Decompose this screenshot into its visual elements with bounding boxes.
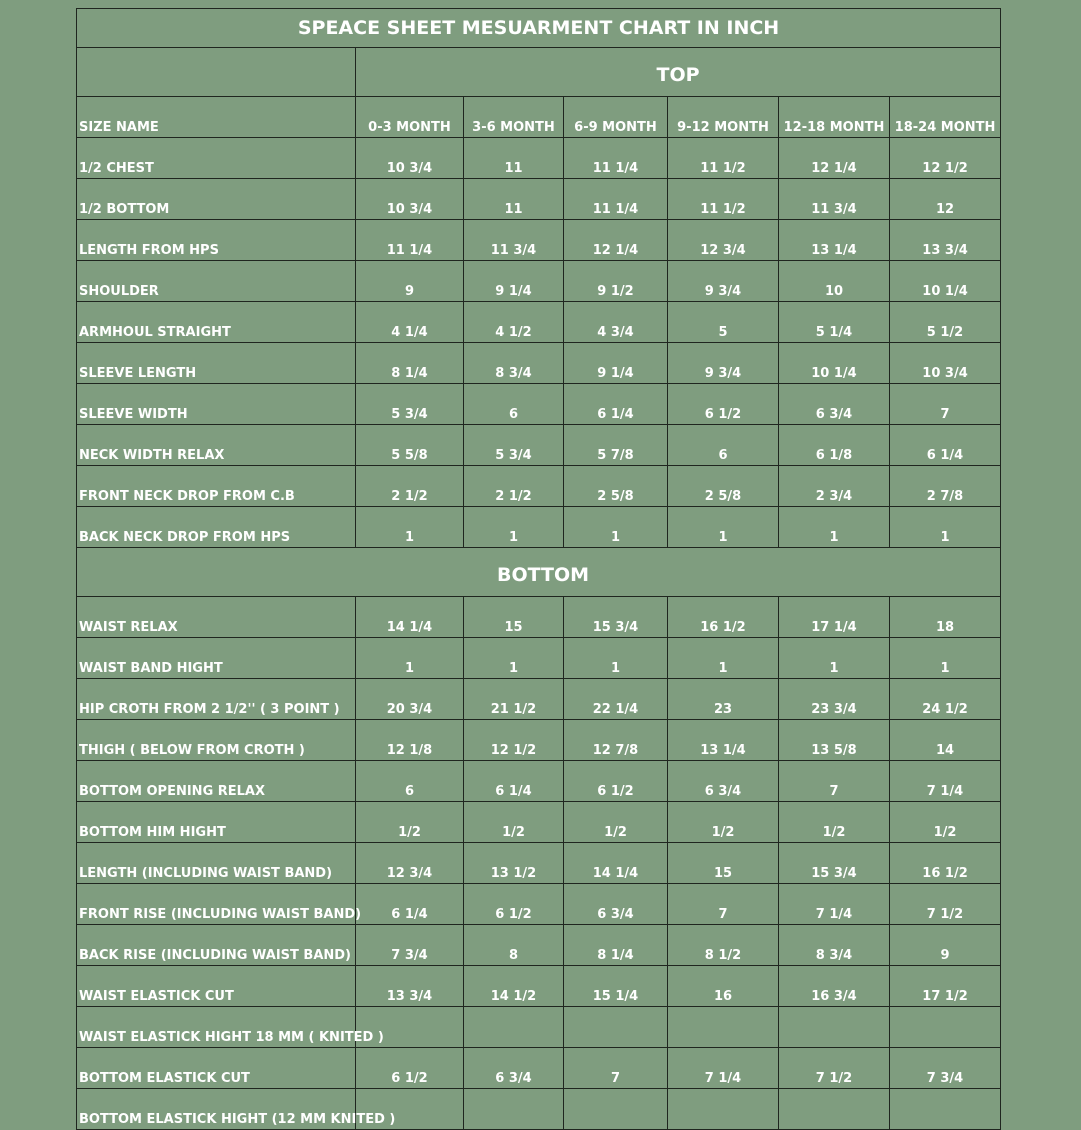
measurement-row: [77, 884, 1001, 925]
measurement-value: 5: [668, 302, 779, 343]
measurement-row: [77, 1048, 1001, 1089]
size-column-header: 18-24 MONTH: [890, 97, 1001, 138]
measurement-value: 12 1/4: [779, 138, 890, 179]
measurement-value: 7: [668, 884, 779, 925]
measurement-row: [77, 597, 1001, 638]
measurement-value: 7: [890, 384, 1001, 425]
measurement-value: 1: [890, 638, 1001, 679]
measurement-value: 17 1/4: [779, 597, 890, 638]
measurement-value: 12 7/8: [564, 720, 668, 761]
measurement-value: 10 3/4: [890, 343, 1001, 384]
measurement-value: 6: [668, 425, 779, 466]
measurement-value: 1/2: [356, 802, 464, 843]
size-name-header: SIZE NAME: [77, 97, 356, 138]
measurement-value: 23: [668, 679, 779, 720]
measurement-value: 5 1/4: [779, 302, 890, 343]
measurement-row: [77, 638, 1001, 679]
measurement-label: BOTTOM HIM HIGHT: [77, 802, 356, 843]
measurement-value: 7 1/4: [890, 761, 1001, 802]
measurement-value: 12 1/2: [464, 720, 564, 761]
measurement-value: 10 3/4: [356, 179, 464, 220]
measurement-row: [77, 1089, 1001, 1130]
measurement-row: [77, 179, 1001, 220]
size-header-row: [77, 97, 1001, 138]
measurement-value: 20 3/4: [356, 679, 464, 720]
measurement-value: 11: [464, 138, 564, 179]
size-column-header: 12-18 MONTH: [779, 97, 890, 138]
measurement-value: 1: [464, 507, 564, 548]
sheet-title: SPEACE SHEET MESUARMENT CHART IN INCH: [77, 9, 1001, 48]
measurement-label: FRONT RISE (INCLUDING WAIST BAND): [77, 884, 356, 925]
measurement-value: 15: [464, 597, 564, 638]
measurement-value: 4 1/4: [356, 302, 464, 343]
measurement-value: 15 3/4: [564, 597, 668, 638]
measurement-row: [77, 220, 1001, 261]
measurement-label: SLEEVE LENGTH: [77, 343, 356, 384]
measurement-row: [77, 261, 1001, 302]
size-column-header: 3-6 MONTH: [464, 97, 564, 138]
measurement-label: THIGH ( BELOW FROM CROTH ): [77, 720, 356, 761]
measurement-value: 11 3/4: [464, 220, 564, 261]
measurement-value: 6 1/4: [356, 884, 464, 925]
measurement-value: 6 1/2: [668, 384, 779, 425]
measurement-row: [77, 925, 1001, 966]
measurement-value: 1/2: [668, 802, 779, 843]
measurement-value: 14 1/4: [356, 597, 464, 638]
measurement-label: ARMHOUL STRAIGHT: [77, 302, 356, 343]
measurement-label: WAIST RELAX: [77, 597, 356, 638]
measurement-row: [77, 425, 1001, 466]
measurement-row: [77, 843, 1001, 884]
measurement-value: 11 1/2: [668, 179, 779, 220]
measurement-value: [668, 1007, 779, 1048]
measurement-label: HIP CROTH FROM 2 1/2'' ( 3 POINT ): [77, 679, 356, 720]
measurement-value: 12 3/4: [668, 220, 779, 261]
measurement-value: 6 3/4: [464, 1048, 564, 1089]
measurement-row: [77, 1007, 1001, 1048]
measurement-value: 6 3/4: [779, 384, 890, 425]
measurement-value: 14: [890, 720, 1001, 761]
measurement-table: [76, 8, 1001, 1130]
measurement-value: [668, 1089, 779, 1130]
measurement-value: 12 1/4: [564, 220, 668, 261]
measurement-value: 9: [890, 925, 1001, 966]
measurement-value: [564, 1089, 668, 1130]
measurement-value: 11 1/4: [564, 179, 668, 220]
measurement-value: 4 3/4: [564, 302, 668, 343]
size-column-header: 6-9 MONTH: [564, 97, 668, 138]
measurement-row: [77, 966, 1001, 1007]
measurement-value: 23 3/4: [779, 679, 890, 720]
size-column-header: 9-12 MONTH: [668, 97, 779, 138]
measurement-value: 21 1/2: [464, 679, 564, 720]
measurement-value: [779, 1089, 890, 1130]
measurement-value: 12 1/2: [890, 138, 1001, 179]
measurement-value: 5 3/4: [356, 384, 464, 425]
measurement-value: [890, 1089, 1001, 1130]
measurement-value: 7: [779, 761, 890, 802]
measurement-value: 10: [779, 261, 890, 302]
measurement-value: 2 7/8: [890, 466, 1001, 507]
measurement-value: 9 3/4: [668, 343, 779, 384]
measurement-value: 6 1/4: [564, 384, 668, 425]
measurement-value: 11 3/4: [779, 179, 890, 220]
measurement-label: LENGTH (INCLUDING WAIST BAND): [77, 843, 356, 884]
measurement-label: WAIST BAND HIGHT: [77, 638, 356, 679]
measurement-value: 15: [668, 843, 779, 884]
measurement-value: 6 1/2: [356, 1048, 464, 1089]
title-row: [77, 9, 1001, 48]
measurement-value: 5 1/2: [890, 302, 1001, 343]
measurement-value: 1: [564, 638, 668, 679]
measurement-value: 9: [356, 261, 464, 302]
measurement-value: 1: [564, 507, 668, 548]
measurement-value: 17 1/2: [890, 966, 1001, 1007]
measurement-value: 7 1/4: [779, 884, 890, 925]
measurement-value: 9 3/4: [668, 261, 779, 302]
measurement-label: 1/2 CHEST: [77, 138, 356, 179]
measurement-value: 6 3/4: [668, 761, 779, 802]
measurement-value: 7 1/2: [890, 884, 1001, 925]
measurement-value: 6 1/2: [464, 884, 564, 925]
measurement-value: 8 3/4: [464, 343, 564, 384]
measurement-value: 5 7/8: [564, 425, 668, 466]
measurement-value: 2 3/4: [779, 466, 890, 507]
blank-cell: [77, 48, 356, 97]
measurement-value: [890, 1007, 1001, 1048]
measurement-value: 12: [890, 179, 1001, 220]
measurement-label: BACK RISE (INCLUDING WAIST BAND): [77, 925, 356, 966]
measurement-value: 6 1/4: [464, 761, 564, 802]
measurement-label: WAIST ELASTICK CUT: [77, 966, 356, 1007]
measurement-value: [464, 1007, 564, 1048]
measurement-value: 6 1/2: [564, 761, 668, 802]
top-section-heading: TOP: [356, 48, 1001, 97]
measurement-label: BOTTOM ELASTICK HIGHT (12 MM KNITED ): [77, 1089, 356, 1130]
measurement-value: 15 1/4: [564, 966, 668, 1007]
size-column-header: 0-3 MONTH: [356, 97, 464, 138]
measurement-value: 1: [668, 507, 779, 548]
measurement-value: 12 1/8: [356, 720, 464, 761]
measurement-value: 16 3/4: [779, 966, 890, 1007]
measurement-label: LENGTH FROM HPS: [77, 220, 356, 261]
measurement-value: 14 1/4: [564, 843, 668, 884]
measurement-value: 10 1/4: [779, 343, 890, 384]
measurement-value: 16 1/2: [668, 597, 779, 638]
measurement-value: [779, 1007, 890, 1048]
measurement-value: 5 3/4: [464, 425, 564, 466]
measurement-value: 6: [464, 384, 564, 425]
measurement-label: BOTTOM ELASTICK CUT: [77, 1048, 356, 1089]
measurement-value: 1: [668, 638, 779, 679]
measurement-value: 22 1/4: [564, 679, 668, 720]
measurement-value: 7 1/4: [668, 1048, 779, 1089]
measurement-value: 11 1/4: [564, 138, 668, 179]
measurement-value: 7 3/4: [356, 925, 464, 966]
measurement-row: [77, 761, 1001, 802]
measurement-value: 5 5/8: [356, 425, 464, 466]
measurement-value: 4 1/2: [464, 302, 564, 343]
measurement-value: 13 1/2: [464, 843, 564, 884]
measurement-value: 1: [779, 507, 890, 548]
measurement-row: [77, 343, 1001, 384]
measurement-label: WAIST ELASTICK HIGHT 18 MM ( KNITED ): [77, 1007, 356, 1048]
measurement-value: 2 1/2: [356, 466, 464, 507]
measurement-value: 2 1/2: [464, 466, 564, 507]
measurement-value: 10 1/4: [890, 261, 1001, 302]
measurement-value: [564, 1007, 668, 1048]
measurement-row: [77, 720, 1001, 761]
measurement-value: 9 1/2: [564, 261, 668, 302]
measurement-label: SLEEVE WIDTH: [77, 384, 356, 425]
measurement-value: 2 5/8: [564, 466, 668, 507]
measurement-value: 6 1/4: [890, 425, 1001, 466]
measurement-row: [77, 466, 1001, 507]
measurement-value: 1/2: [890, 802, 1001, 843]
measurement-value: 24 1/2: [890, 679, 1001, 720]
measurement-value: 1: [779, 638, 890, 679]
measurement-value: 13 1/4: [779, 220, 890, 261]
measurement-value: 1: [356, 507, 464, 548]
measurement-value: 9 1/4: [564, 343, 668, 384]
measurement-value: 6 1/8: [779, 425, 890, 466]
measurement-value: 16: [668, 966, 779, 1007]
measurement-value: 13 5/8: [779, 720, 890, 761]
measurement-value: 14 1/2: [464, 966, 564, 1007]
measurement-value: 1: [356, 638, 464, 679]
measurement-label: SHOULDER: [77, 261, 356, 302]
measurement-value: 8 1/4: [356, 343, 464, 384]
measurement-row: [77, 679, 1001, 720]
measurement-value: 11 1/4: [356, 220, 464, 261]
measurement-value: 7: [564, 1048, 668, 1089]
measurement-value: 18: [890, 597, 1001, 638]
measurement-value: 7 1/2: [779, 1048, 890, 1089]
measurement-value: 1/2: [464, 802, 564, 843]
measurement-value: 13 3/4: [890, 220, 1001, 261]
measurement-label: FRONT NECK DROP FROM C.B: [77, 466, 356, 507]
measurement-label: BACK NECK DROP FROM HPS: [77, 507, 356, 548]
measurement-value: 15 3/4: [779, 843, 890, 884]
measurement-value: 11 1/2: [668, 138, 779, 179]
measurement-value: 1/2: [564, 802, 668, 843]
measurement-row: [77, 138, 1001, 179]
measurement-value: 10 3/4: [356, 138, 464, 179]
measurement-row: [77, 507, 1001, 548]
top-section-row: [77, 48, 1001, 97]
measurement-value: 1: [890, 507, 1001, 548]
measurement-value: 1/2: [779, 802, 890, 843]
measurement-value: [464, 1089, 564, 1130]
measurement-value: 11: [464, 179, 564, 220]
bottom-section-row: [77, 548, 1001, 597]
measurement-value: 8 1/4: [564, 925, 668, 966]
measurement-value: 13 1/4: [668, 720, 779, 761]
measurement-label: NECK WIDTH RELAX: [77, 425, 356, 466]
measurement-value: 6 3/4: [564, 884, 668, 925]
measurement-value: 12 3/4: [356, 843, 464, 884]
measurement-row: [77, 384, 1001, 425]
measurement-sheet: [76, 8, 1000, 1127]
measurement-value: 2 5/8: [668, 466, 779, 507]
measurement-value: 9 1/4: [464, 261, 564, 302]
measurement-value: 8 3/4: [779, 925, 890, 966]
measurement-value: 7 3/4: [890, 1048, 1001, 1089]
measurement-value: 8 1/2: [668, 925, 779, 966]
measurement-value: 13 3/4: [356, 966, 464, 1007]
measurement-value: 6: [356, 761, 464, 802]
measurement-row: [77, 302, 1001, 343]
measurement-value: 1: [464, 638, 564, 679]
bottom-section-heading: BOTTOM: [77, 548, 1001, 597]
measurement-value: 16 1/2: [890, 843, 1001, 884]
measurement-label: 1/2 BOTTOM: [77, 179, 356, 220]
measurement-row: [77, 802, 1001, 843]
measurement-value: 8: [464, 925, 564, 966]
measurement-label: BOTTOM OPENING RELAX: [77, 761, 356, 802]
